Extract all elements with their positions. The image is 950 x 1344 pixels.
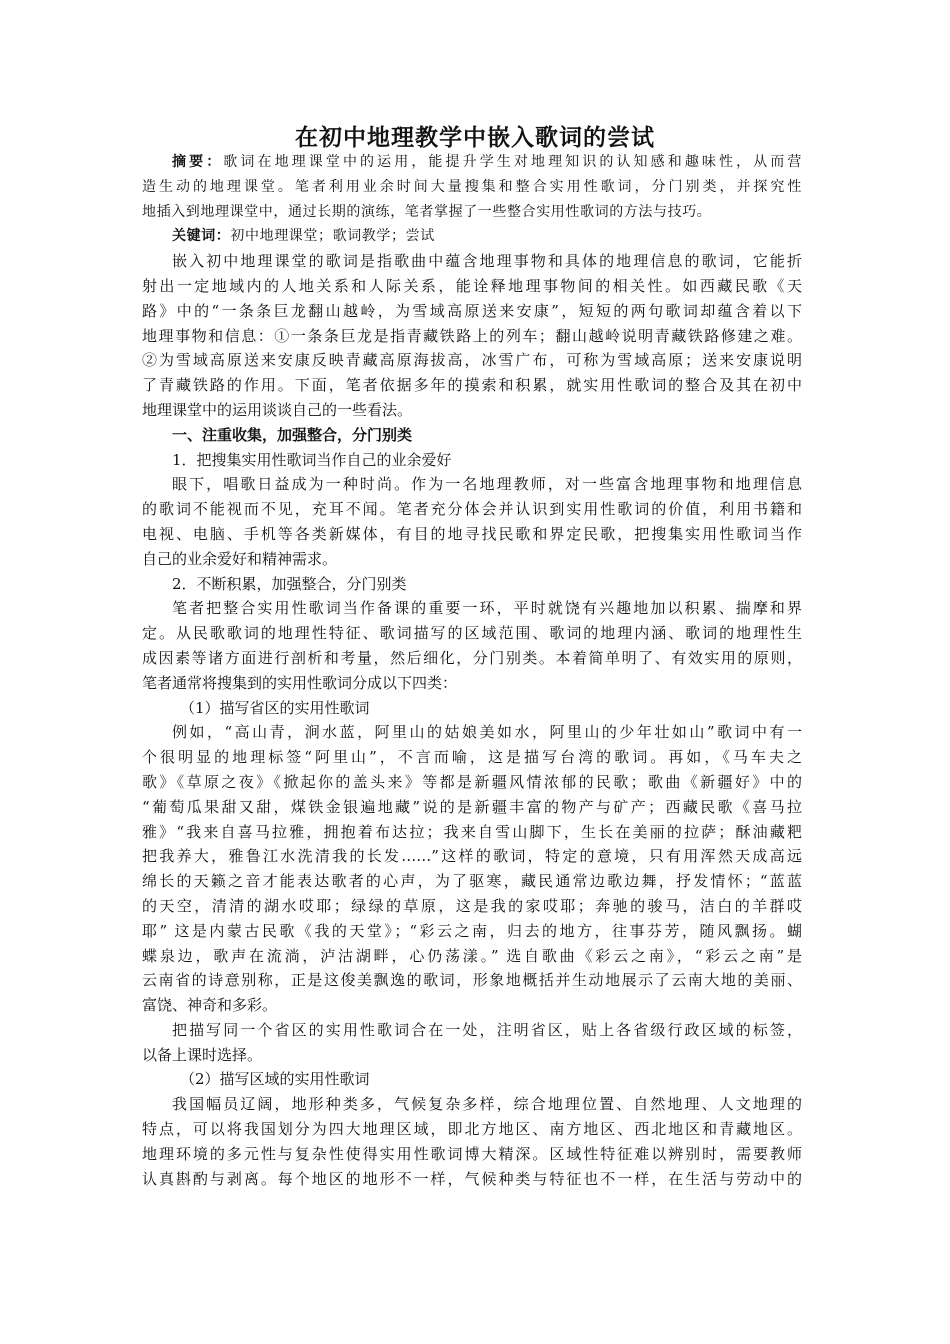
category-title: （2）描写区域的实用性歌词 (180, 1070, 370, 1089)
paragraph-line: 例如，“高山青，涧水蓝，阿里山的姑娘美如水，阿里山的少年壮如山”歌词中有一 (172, 723, 802, 742)
paragraph-line: 嵌入初中地理课堂的歌词是指歌曲中蕴含地理事物和具体的地理信息的歌词，它能折 (172, 252, 802, 271)
paragraph-line: 地理环境的多元性与复杂性使得实用性歌词博大精深。区域性特征难以辨别时，需要教师 (142, 1144, 802, 1163)
paragraph-line: 蝶泉边，歌声在流淌，泸沽湖畔，心仍荡漾。” 选自歌曲《彩云之南》，“彩云之南”是 (142, 946, 802, 965)
paragraph-line: 笔者把整合实用性歌词当作备课的重要一环，平时就饶有兴趣地加以积累、揣摩和界 (172, 599, 802, 618)
paragraph-line: 认真斟酌与剥离。每个地区的地形不一样，气候种类与特征也不一样，在生活与劳动中的 (142, 1169, 802, 1188)
paragraph-line: 地理事物和信息：①一条条巨龙是指青藏铁路上的列车；翻山越岭说明青藏铁路修建之难。 (142, 326, 802, 345)
abstract-line (142, 150, 802, 175)
paragraph-line: 自己的业余爱好和精神需求。 (142, 549, 338, 568)
paragraph-line: 云南省的诗意别称，正是这俊美飘逸的歌词，形象地概括并生动地展示了云南大地的美丽、 (142, 971, 802, 990)
abstract-line: 造生动的地理课堂。笔者利用业余时间大量搜集和整合实用性歌词，分门别类，并探究性 (142, 178, 802, 195)
paragraph-line: 笔者通常将搜集到的实用性歌词分成以下四类： (142, 673, 458, 692)
paragraph-line: 路》中的“一条条巨龙翻山越岭，为雪域高原送来安康”，短短的两句歌词却蕴含着以下 (142, 301, 802, 320)
keywords-text: 初中地理课堂；歌词教学；尝试 (230, 228, 435, 245)
paragraph-line: 歌》《草原之夜》《掀起你的盖头来》等都是新疆风情浓郁的民歌；歌曲《新疆好》中的 (142, 772, 802, 791)
abstract-line: 地插入到地理课堂中，通过长期的演练，笔者掌握了一些整合实用性歌词的方法与技巧。 (142, 203, 712, 220)
keywords-label: 关键词： (172, 228, 231, 245)
paragraph-line: 把我养大，雅鲁江水洗清我的长发……”这样的歌词，特定的意境，只有用浑然天成高远 (142, 847, 802, 866)
paragraph-line: 了青藏铁路的作用。下面，笔者依据多年的摸索和积累，就实用性歌词的整合及其在初中 (142, 376, 802, 395)
subsection-title: 2．不断积累，加强整合，分门别类 (172, 574, 407, 593)
section-heading: 一、注重收集，加强整合，分门别类 (172, 425, 413, 444)
paragraph-line: 耶” 这是内蒙古民歌《我的天堂》；“彩云之南，归去的地方，往事芬芳，随风飘扬。蝴 (142, 921, 802, 940)
paragraph-line: 绵长的天籁之音才能表达歌者的心声，为了驱寒，藏民通常边歌边舞，抒发情怀；“蓝蓝 (142, 872, 802, 891)
paragraph-line: 雅》“我来自喜马拉雅，拥抱着布达拉；我来自雪山脚下，生长在美丽的拉萨；酥油藏粑 (142, 822, 802, 841)
paragraph-line: 眼下，唱歌日益成为一种时尚。作为一名地理教师，对一些富含地理事物和地理信息 (172, 475, 802, 494)
paragraph-line: 的歌词不能视而不见，充耳不闻。笔者充分体会并认识到实用性歌词的价值，利用书籍和 (142, 500, 802, 519)
paragraph-line: 富饶、神奇和多彩。 (142, 996, 278, 1015)
paragraph-line: 的天空，清清的湖水哎耶；绿绿的草原，这是我的家哎耶；奔驰的骏马，洁白的羊群哎 (142, 896, 802, 915)
abstract-text: 歌词在地理课堂中的运用，能提升学生对地理知识的认知感和趣味性，从而营 (223, 154, 802, 170)
paragraph-line: 射出一定地域内的人地关系和人际关系，能诠释地理事物间的相关性。如西藏民歌《天 (142, 276, 802, 295)
document-body (142, 150, 802, 1191)
paragraph-line: 电视、电脑、手机等各类新媒体，有目的地寻找民歌和界定民歌，把搜集实用性歌词当作 (142, 524, 802, 543)
paragraph-line: 成因素等诸方面进行剖析和考量，然后细化，分门别类。本着简单明了、有效实用的原则， (142, 648, 802, 667)
paragraph-line: 定。从民歌歌词的地理性特征、歌词描写的区域范围、歌词的地理内涵、歌词的地理性生 (142, 624, 802, 643)
keywords-line (142, 224, 802, 249)
paragraph-line: 我国幅员辽阔，地形种类多，气候复杂多样，综合地理位置、自然地理、人文地理的 (172, 1095, 802, 1114)
category-title: （1）描写省区的实用性歌词 (180, 698, 370, 717)
paragraph-line: 把描写同一个省区的实用性歌词合在一处，注明省区，贴上各省级行政区域的标签， (172, 1020, 802, 1039)
paragraph-line: ②为雪域高原送来安康反映青藏高原海拔高，冰雪广布，可称为雪域高原；送来安康说明 (142, 351, 802, 370)
paragraph-line: “葡萄瓜果甜又甜，煤铁金银遍地藏”说的是新疆丰富的物产与矿产；西藏民歌《喜马拉 (142, 797, 802, 816)
paragraph-line: 特点，可以将我国划分为四大地理区域，即北方地区、南方地区、西北地区和青藏地区。 (142, 1120, 802, 1139)
paragraph-line: 个很明显的地理标签“阿里山”，不言而喻，这是描写台湾的歌词。再如，《马车夫之 (142, 748, 802, 767)
abstract-label: 摘要： (172, 154, 224, 170)
subsection-title: 1．把搜集实用性歌词当作自己的业余爱好 (172, 450, 452, 469)
document-title: 在初中地理教学中嵌入歌词的尝试 (295, 125, 655, 151)
paragraph-line: 以备上课时选择。 (142, 1045, 263, 1064)
paragraph-line: 地理课堂中的运用谈谈自己的一些看法。 (142, 400, 413, 419)
